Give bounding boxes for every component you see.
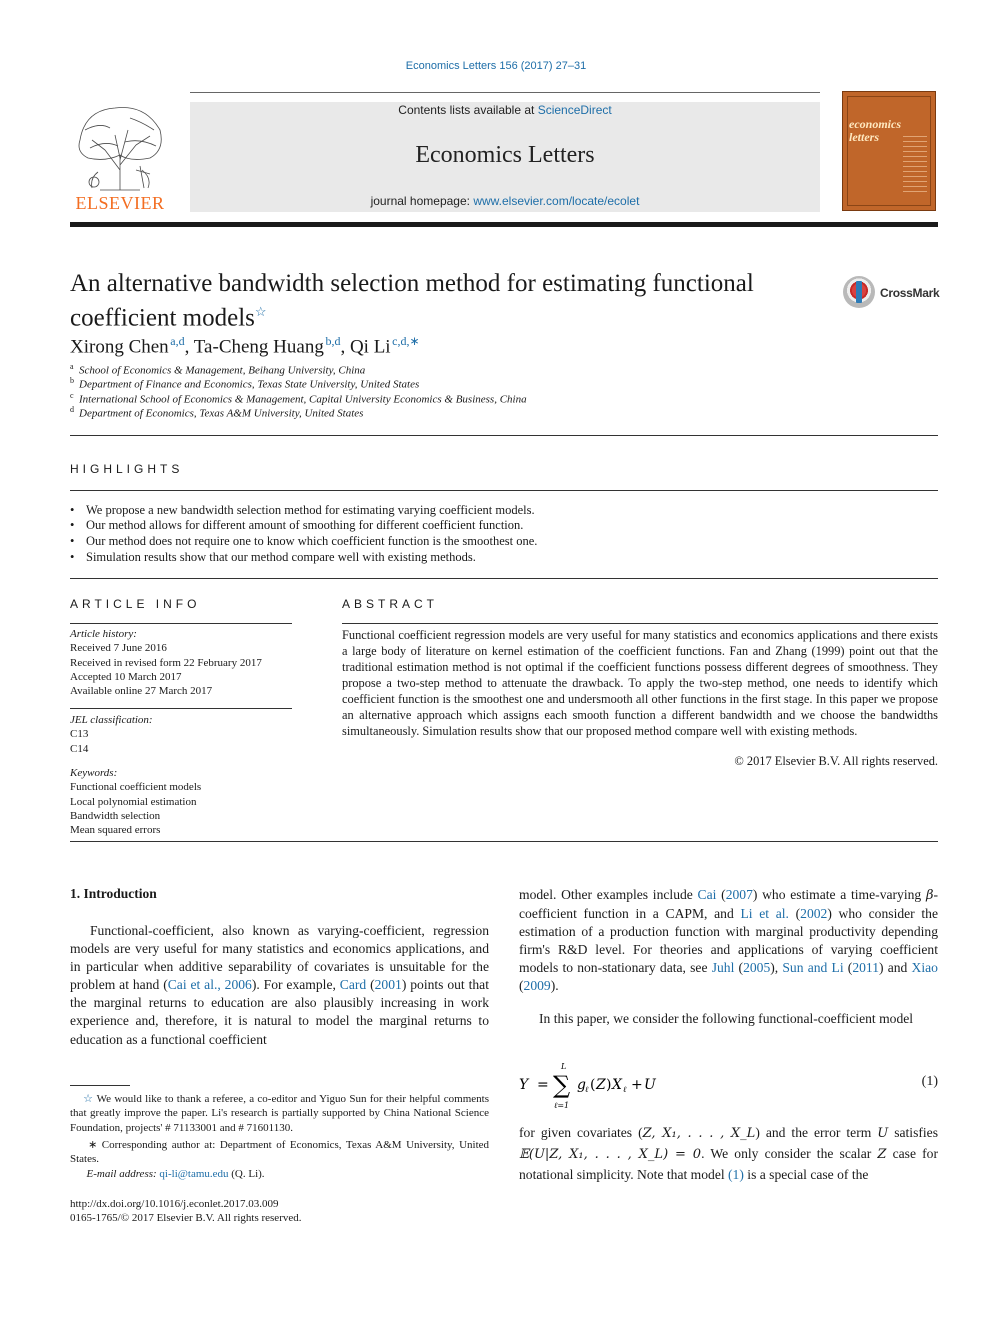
sciencedirect-link[interactable]: ScienceDirect: [537, 103, 612, 117]
highlight-item: [70, 550, 476, 565]
text-run: (: [843, 960, 853, 976]
intro-paragraph-4: [519, 1123, 938, 1185]
footnote-marker: ☆: [83, 1093, 94, 1105]
jel-code: C13: [70, 728, 89, 741]
keyword: Mean squared errors: [70, 824, 161, 837]
text-run: ).: [550, 978, 559, 994]
homepage-line: [190, 194, 820, 208]
jel-label: JEL classification:: [70, 714, 153, 726]
reference-link[interactable]: Xiao: [911, 960, 938, 976]
reference-link[interactable]: Juhl: [711, 960, 735, 976]
cover-title: [849, 118, 901, 144]
highlight-text: Our method allows for different amount of smoothing for different coefficient function.: [86, 518, 524, 532]
svg-text:ℓ=1: ℓ=1: [554, 1101, 570, 1110]
text-run: -coefficient function in a CAPM, and: [519, 887, 938, 922]
contents-line: [190, 103, 820, 117]
intro-paragraph-3: [519, 1010, 938, 1028]
author-affil-marker[interactable]: b,d: [325, 334, 341, 348]
doi-link[interactable]: http://dx.doi.org/10.1016/j.econlet.2017.03.009: [70, 1198, 279, 1210]
text-run: . We only consider the scalar: [701, 1146, 878, 1161]
history-entry: Available online 27 March 2017: [70, 685, 213, 698]
text-run: ) points out that the marginal returns to education are also plausibly increasing in work experience and, therefore, it is natural to model the marginal returns to education as a functional coefficient: [70, 977, 489, 1047]
text-run: case for notational simplicity. Note that model: [519, 1146, 938, 1182]
svg-text:U: U: [644, 1077, 656, 1093]
divider: [70, 623, 292, 624]
math-variables: Z, X₁, . . . , X_L: [642, 1126, 756, 1141]
cover-decoration: [903, 136, 927, 196]
text-run: for given covariates (: [519, 1125, 643, 1140]
author-list: Xirong Chen $^{a,d}$, Ta-Cheng Huang $^{b,d}$, Qi Li $^{c,d,∗}$: [70, 334, 420, 358]
cover-title-line2: letters: [849, 130, 879, 144]
affiliation: [70, 376, 419, 391]
math-symbol: U: [877, 1126, 889, 1141]
affiliation: [70, 391, 527, 406]
text-run: ) who estimate a time-varying: [752, 887, 926, 902]
text-run: satisfies: [888, 1125, 939, 1140]
math-symbol: Z: [877, 1147, 887, 1162]
equation-1: [519, 1060, 938, 1112]
reference-link[interactable]: Li et al.: [740, 906, 789, 922]
author-affil-marker[interactable]: a,d: [170, 334, 185, 348]
bullet: •: [70, 534, 75, 548]
reference-link[interactable]: Cai: [697, 887, 717, 902]
email-link[interactable]: qi-li@tamu.edu: [159, 1168, 229, 1180]
abstract-heading: ABSTRACT: [342, 597, 439, 611]
history-entry: Received in revised form 22 February 2017: [70, 656, 262, 669]
crossmark-label: CrossMark: [880, 286, 940, 300]
reference-link[interactable]: 2007: [725, 887, 753, 902]
svg-text:(: (: [590, 1077, 596, 1093]
crossmark-bookmark-icon: [856, 281, 862, 303]
abstract-text: Functional coefficient regression models are very useful for many statistics and economics applications and there exists a large body of literature on kernel estimation of the coefficient functions. Fan and Zhang (1999) point out that the traditional estimation method is not optimal if the coefficient functions possess different degrees of smoothness. They propose a two-step method to attenuate the drawback. To apply the two-step method, one needs to identify which coefficient function is the smoothest one and undersmooth all other functions in the first stage. In this paper we propose an alternative approach which assigns each smooth function a different bandwidth and we choose the bandwidths simultaneously. Simulation results show that our proposed method compare well with existing methods.: [342, 628, 938, 738]
math-symbol: β: [925, 888, 934, 903]
keyword: Functional coefficient models: [70, 781, 202, 794]
reference-link[interactable]: 2005: [743, 960, 771, 976]
highlights-heading: HIGHLIGHTS: [70, 462, 184, 476]
author-affil-marker[interactable]: c,d,∗: [392, 334, 420, 348]
email-label: E-mail address:: [86, 1168, 160, 1180]
keyword: Bandwidth selection: [70, 809, 161, 822]
highlight-text: Our method does not require one to know which coefficient function is the smoothest one.: [86, 534, 538, 548]
masthead-top-rule: [190, 92, 820, 93]
author-name: Qi Li: [349, 336, 391, 358]
affiliation-mark: c: [70, 391, 74, 400]
article-title-text: An alternative bandwidth selection method for estimating functional coefficient models: [70, 270, 754, 332]
text-run: model. Other examples include: [519, 887, 698, 902]
history-label: Article history:: [70, 628, 137, 640]
text-run: (: [734, 960, 744, 976]
affiliation-mark: d: [70, 405, 74, 414]
bullet: •: [70, 503, 75, 517]
footnote-marker: ∗: [88, 1139, 98, 1151]
highlight-text: We propose a new bandwidth selection method for estimating varying coefficient models.: [86, 503, 535, 517]
history-entry: Received 7 June 2016: [70, 642, 167, 655]
equation-reference-link[interactable]: (1): [728, 1167, 744, 1182]
footnote-text: We would like to thank a referee, a co-editor and Yiguo Sun for their helpful comments that greatly improve the paper. Li's research is partially supported by China National Science Foundation, projects' # 71133001 and # 71601130.: [70, 1093, 489, 1134]
reference-link[interactable]: Cai et al., 2006: [167, 977, 252, 993]
intro-paragraph-1: [70, 922, 489, 1049]
author-name: Ta-Cheng Huang: [193, 336, 324, 358]
svg-text:+: +: [631, 1077, 643, 1093]
highlight-text: Simulation results show that our method compare well with existing methods.: [86, 550, 476, 564]
text-run: ) and: [879, 960, 912, 976]
divider: [342, 623, 938, 624]
title-footnote-marker[interactable]: ☆: [254, 304, 267, 319]
section-heading-introduction: 1. Introduction: [70, 886, 157, 901]
svg-text:Y: Y: [519, 1077, 529, 1093]
header-rule: [70, 222, 938, 227]
svg-text:ℓ: ℓ: [623, 1085, 627, 1094]
journal-citation[interactable]: Economics Letters 156 (2017) 27–31: [405, 60, 587, 72]
reference-link[interactable]: Sun and Li: [782, 960, 844, 976]
text-run: (: [716, 887, 726, 902]
article-title: [70, 270, 830, 332]
text-run: ) who consider the estimation of a production function with marginal productivity depending firm's R&D level. For theories and applications of varying coefficient models to non-stationary data, see: [519, 906, 938, 976]
highlight-item: [70, 503, 535, 518]
issn-copyright: 0165-1765/© 2017 Elsevier B.V. All rights reserved.: [70, 1212, 302, 1224]
divider: [70, 435, 938, 436]
divider: [70, 490, 938, 491]
divider: [70, 578, 938, 579]
divider: [70, 841, 938, 842]
highlight-item: [70, 534, 537, 549]
footnote-text: Corresponding author at: Department of Economics, Texas A&M University, United States.: [70, 1139, 490, 1166]
footnote-corresponding: [70, 1138, 489, 1167]
footnote-acknowledgement: [70, 1092, 489, 1135]
text-run: (: [519, 978, 524, 994]
reference-link[interactable]: 2009: [523, 978, 551, 994]
keyword: Local polynomial estimation: [70, 795, 197, 808]
svg-text:Z: Z: [596, 1077, 606, 1093]
contents-prefix: Contents lists available at: [398, 103, 538, 117]
affiliation-text: International School of Economics & Management, Capital University Economics & Business, China: [79, 393, 527, 406]
keywords: [70, 766, 201, 837]
reference-link[interactable]: Card: [339, 977, 367, 993]
history-entry: Accepted 10 March 2017: [70, 670, 182, 683]
text-run: Functional-coefficient, also known as varying-coefficient, regression models are very useful for many statistics and economics applications, and in particular when additive separability of covariates is unsuitable for the problem at hand (: [70, 923, 489, 993]
bullet: •: [70, 518, 75, 532]
text-run: ) and the error term: [755, 1125, 878, 1140]
elsevier-wordmark: ELSEVIER: [75, 193, 165, 213]
paragraph-text: In this paper, we consider the following functional-coefficient model: [539, 1011, 914, 1026]
reference-link[interactable]: 2001: [374, 977, 402, 993]
svg-text:ℓ: ℓ: [585, 1085, 589, 1094]
affiliation-mark: a: [70, 362, 74, 371]
equation-number: (1): [921, 1074, 938, 1089]
article-info-heading: ARTICLE INFO: [70, 597, 201, 611]
divider: [70, 708, 292, 709]
text-run: (: [788, 906, 801, 922]
affiliation: [70, 362, 365, 377]
text-run: ). For example,: [251, 977, 340, 993]
svg-text:L: L: [561, 1062, 567, 1071]
affiliation-text: Department of Economics, Texas A&M University, United States: [79, 407, 364, 420]
jel-classification: [70, 713, 153, 756]
equation-formula: [519, 1060, 719, 1112]
svg-text:): ): [606, 1077, 612, 1093]
svg-text:g: g: [577, 1077, 586, 1093]
affiliation: [70, 405, 363, 420]
highlight-item: [70, 518, 523, 533]
bullet: •: [70, 550, 75, 564]
affiliation-mark: b: [70, 376, 74, 385]
journal-title: Economics Letters: [415, 142, 595, 168]
reference-link[interactable]: 2002: [800, 906, 828, 922]
homepage-link[interactable]: www.elsevier.com/locate/ecolet: [473, 194, 640, 208]
intro-paragraph-2: [519, 886, 938, 996]
jel-code: C14: [70, 742, 89, 755]
svg-text:∑: ∑: [553, 1071, 571, 1099]
footnote-rule: [70, 1085, 130, 1086]
footnote-email: [70, 1167, 489, 1181]
svg-text:X: X: [612, 1077, 622, 1093]
text-run: (: [366, 977, 375, 993]
abstract-copyright: © 2017 Elsevier B.V. All rights reserved.: [734, 754, 938, 768]
text-run: is a special case of the: [743, 1167, 869, 1182]
keywords-label: Keywords:: [70, 767, 118, 779]
cover-title-line1: economics: [849, 117, 901, 131]
svg-text:=: =: [537, 1077, 549, 1093]
journal-cover-thumbnail[interactable]: [842, 91, 936, 211]
math-condition: 𝔼(U|Z, X₁, . . . , X_L) = 0: [519, 1147, 702, 1162]
crossmark-badge[interactable]: [843, 276, 939, 312]
article-history: [70, 627, 262, 698]
homepage-prefix: journal homepage:: [370, 194, 474, 208]
affiliation-text: School of Economics & Management, Beihang University, China: [79, 364, 366, 377]
reference-link[interactable]: 2011: [852, 960, 880, 976]
email-suffix: (Q. Li).: [228, 1168, 265, 1180]
author-name: Xirong Chen: [70, 336, 169, 358]
text-run: ),: [770, 960, 783, 976]
affiliation-text: Department of Finance and Economics, Texas State University, United States: [79, 378, 420, 391]
